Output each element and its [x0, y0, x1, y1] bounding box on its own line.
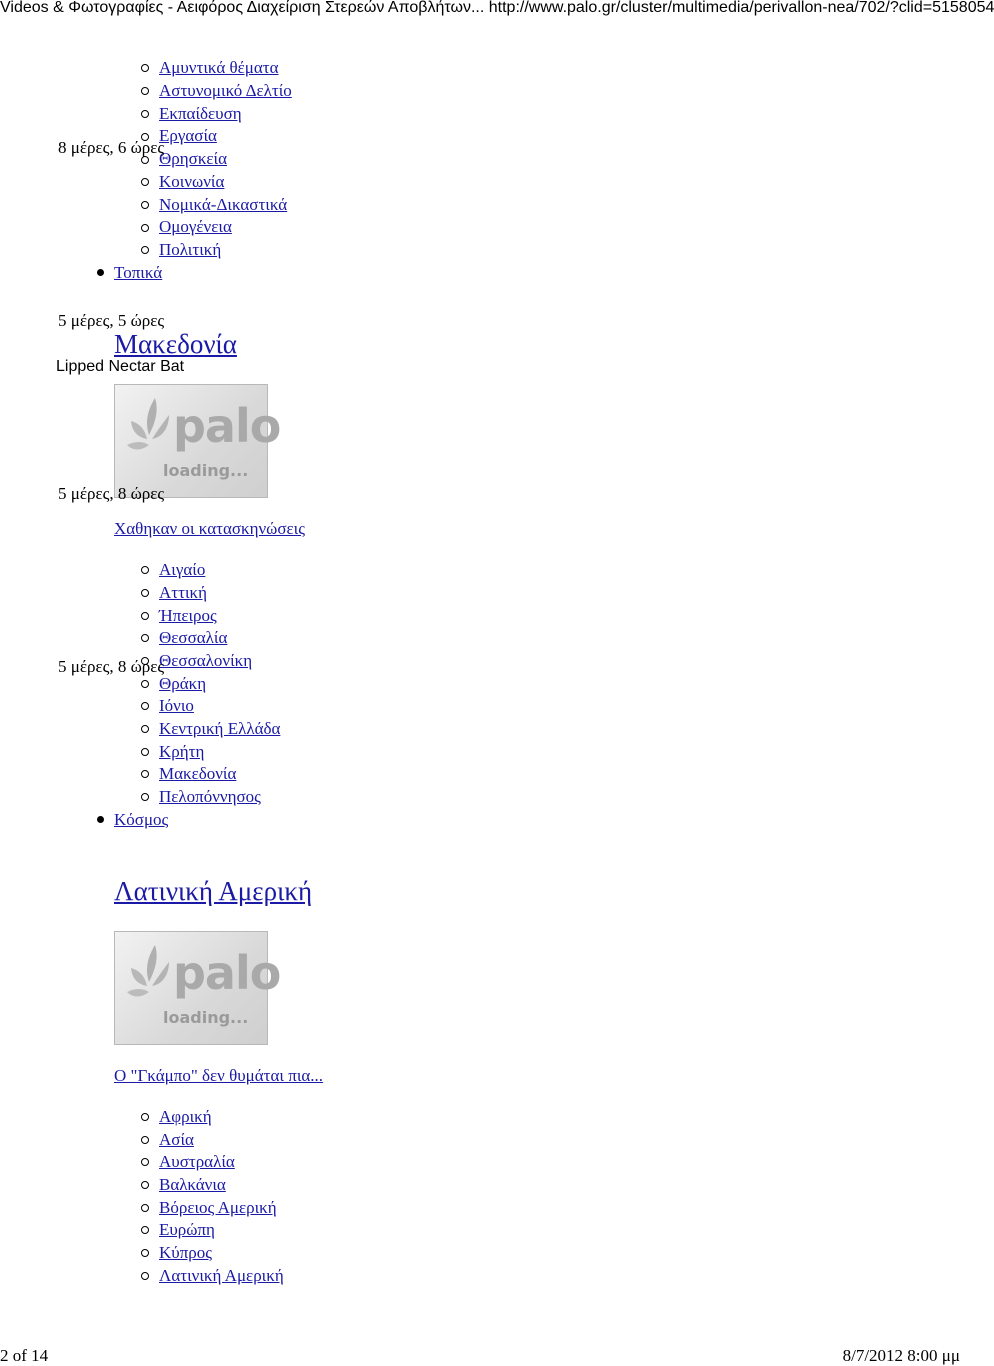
section-heading[interactable]: Μακεδονία	[114, 329, 237, 359]
list-bullet-circle	[141, 246, 149, 254]
article-link[interactable]: Ο "Γκάμπο" δεν θυμάται πια...	[114, 1066, 324, 1085]
list-item[interactable]: Εργασία	[159, 126, 217, 145]
list-bullet-circle	[141, 1136, 149, 1144]
list-item[interactable]: Ευρώπη	[159, 1220, 215, 1239]
list-item[interactable]: Ιόνιο	[159, 696, 194, 715]
list-item[interactable]: Ήπειρος	[159, 606, 217, 625]
list-item[interactable]: Εκπαίδευση	[159, 104, 242, 123]
list-item[interactable]: Αττική	[159, 583, 207, 602]
thumb-brand: palo	[173, 399, 281, 453]
list-bullet-circle	[141, 725, 149, 733]
list-item[interactable]: Ομογένεια	[159, 217, 232, 236]
list-bullet-circle	[141, 1226, 149, 1234]
page-header-title: Videos & Φωτογραφίες - Αειφόρος Διαχείριση Στερεών Αποβλήτων... http://www.palo.gr/cluster/multimedia/perivallon-nea/702/?clid=5158054	[0, 0, 994, 16]
list-item[interactable]: Πελοπόννησος	[159, 787, 261, 806]
list-bullet-circle	[141, 680, 149, 688]
list-item[interactable]: Κύπρος	[159, 1243, 212, 1262]
list-bullet-disc	[97, 816, 104, 823]
list-item[interactable]: Λατινική Αμερική	[159, 1266, 284, 1285]
list-bullet-circle	[141, 178, 149, 186]
list-bullet-circle	[141, 110, 149, 118]
list-bullet-circle	[141, 64, 149, 72]
list-item[interactable]: Θράκη	[159, 674, 207, 693]
video-caption: Lipped Nectar Bat	[56, 358, 185, 375]
list-bullet-circle	[141, 589, 149, 597]
list-item[interactable]: Θρησκεία	[159, 149, 227, 168]
list-item[interactable]: Αυστραλία	[159, 1152, 235, 1171]
list-bullet-circle	[141, 793, 149, 801]
list-item[interactable]: Αφρική	[159, 1107, 212, 1126]
list-item[interactable]: Θεσσαλία	[159, 628, 228, 647]
list-bullet-circle	[141, 1249, 149, 1257]
list-item[interactable]: Μακεδονία	[159, 764, 237, 783]
list-item[interactable]: Αμυντικά θέματα	[159, 58, 279, 77]
list-item-top[interactable]: Κόσμος	[114, 810, 169, 829]
timestamp: 5 μέρες, 8 ώρες	[58, 484, 165, 503]
thumb-brand: palo	[173, 946, 281, 1000]
list-item[interactable]: Ασία	[159, 1130, 194, 1149]
page-number: 2 of 14	[0, 1346, 49, 1365]
video-thumbnail[interactable]	[114, 384, 281, 498]
timestamp: 8 μέρες, 6 ώρες	[58, 138, 165, 157]
list-bullet-circle	[141, 1113, 149, 1121]
list-bullet-circle	[141, 87, 149, 95]
video-thumbnail[interactable]	[114, 931, 281, 1045]
article-link[interactable]: Χαθηκαν οι κατασκηνώσεις	[114, 519, 305, 538]
list-item[interactable]: Αιγαίο	[159, 560, 206, 579]
list-bullet-circle	[141, 748, 149, 756]
list-bullet-circle	[141, 612, 149, 620]
timestamp: 5 μέρες, 8 ώρες	[58, 657, 165, 676]
section-heading[interactable]: Λατινική Αμερική	[114, 876, 313, 906]
list-bullet-circle	[141, 634, 149, 642]
list-item[interactable]: Κοινωνία	[159, 172, 225, 191]
print-datetime: 8/7/2012 8:00 μμ	[842, 1346, 960, 1365]
list-item[interactable]: Αστυνομικό Δελτίο	[159, 81, 292, 100]
list-item[interactable]: Πολιτική	[159, 240, 222, 259]
list-bullet-circle	[141, 566, 149, 574]
list-bullet-circle	[141, 224, 149, 232]
palo-leaf-icon	[125, 393, 175, 463]
list-bullet-disc	[97, 269, 104, 276]
list-item[interactable]: Βαλκάνια	[159, 1175, 226, 1194]
list-bullet-circle	[141, 770, 149, 778]
palo-leaf-icon	[125, 940, 175, 1010]
list-bullet-circle	[141, 1158, 149, 1166]
list-bullet-circle	[141, 1181, 149, 1189]
list-item[interactable]: Νομικά-Δικαστικά	[159, 195, 288, 214]
list-item-top[interactable]: Τοπικά	[114, 263, 163, 282]
list-item[interactable]: Βόρειος Αμερική	[159, 1198, 277, 1217]
thumb-loading: loading...	[163, 1008, 249, 1027]
timestamp: 5 μέρες, 5 ώρες	[58, 311, 165, 330]
list-bullet-circle	[141, 1204, 149, 1212]
list-bullet-circle	[141, 702, 149, 710]
thumb-loading: loading...	[163, 461, 249, 480]
list-bullet-circle	[141, 201, 149, 209]
list-bullet-circle	[141, 1272, 149, 1280]
list-item[interactable]: Κεντρική Ελλάδα	[159, 719, 281, 738]
list-item[interactable]: Θεσσαλονίκη	[159, 651, 253, 670]
list-item[interactable]: Κρήτη	[159, 742, 205, 761]
